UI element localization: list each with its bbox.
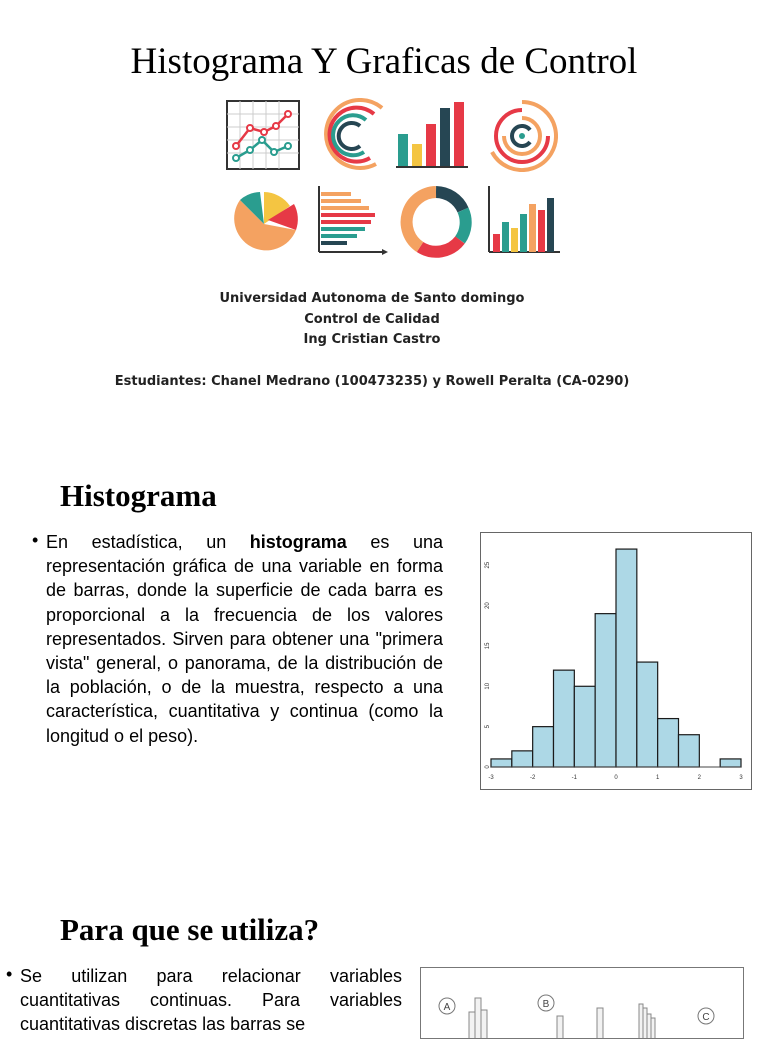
histogram-chart	[481, 533, 751, 789]
y-tick-label: 5	[485, 724, 491, 729]
y-tick-label: 10	[485, 682, 491, 690]
column-chart-icon	[486, 184, 562, 256]
x-tick-label: 0	[614, 775, 618, 781]
histogram-figure	[480, 532, 752, 790]
y-tick-label: 20	[485, 602, 491, 609]
histogram-bar	[533, 727, 554, 767]
histogram-bar	[491, 759, 512, 767]
histogram-bar	[679, 735, 700, 767]
histogram-bar	[574, 686, 595, 767]
chart-icons-group	[224, 98, 564, 258]
histogram-bar	[658, 719, 679, 767]
university-name: Universidad Autonoma de Santo domingo	[219, 291, 525, 306]
bar-chart-icon	[396, 100, 472, 170]
donut-chart-icon	[400, 186, 472, 258]
x-tick-label: -1	[571, 775, 578, 781]
x-tick-label: -3	[488, 775, 494, 781]
y-tick-label: 15	[485, 642, 491, 650]
slide-title: Histograma Y Graficas de Control	[130, 41, 638, 82]
histogram-bar	[720, 759, 741, 767]
radial-bars-icon	[316, 98, 388, 174]
pie-chart-icon	[230, 186, 302, 256]
x-tick-label: 2	[697, 775, 702, 781]
histogram-bar	[554, 670, 575, 767]
y-tick-label: 25	[485, 561, 491, 569]
section-heading-uso: Para que se utiliza?	[60, 912, 320, 947]
usage-paragraph: Se utilizan para relacionar variables cuantitativas continuas. Para variables cuantitativas discretas las barras se	[20, 966, 402, 1035]
circular-target-icon	[486, 100, 558, 172]
section-heading-histograma: Histograma	[60, 478, 217, 513]
line-chart-icon	[226, 100, 300, 170]
figure-label-a: A	[443, 1002, 451, 1013]
histogram-bar	[595, 614, 616, 767]
x-tick-label: -2	[529, 775, 536, 781]
para-lead: En estadística, un	[46, 532, 250, 552]
x-tick-label: 3	[739, 775, 743, 781]
histogram-bar	[512, 751, 533, 767]
horizontal-bar-icon	[316, 184, 390, 258]
professor-name: Ing Cristian Castro	[303, 332, 441, 347]
y-tick-label: 0	[485, 765, 491, 769]
histogram-definition-paragraph	[46, 530, 443, 748]
histogram-bar	[616, 549, 637, 767]
para-rest: es una representación gráfica de una variable en forma de barras, donde la superficie de cada barra es proporcional a la frecuencia de los valores representados. Sirven para obtener una "primera vista" general, o panorama, de la distribución de la población, o de la muestra, respecto a una característica, cuantitativa y continua (como la longitud o el peso).	[46, 532, 444, 746]
histogram-bar	[637, 662, 658, 767]
course-name: Control de Calidad	[304, 312, 440, 327]
figure-label-b: B	[542, 999, 550, 1010]
histogram-shapes-svg	[421, 968, 743, 1038]
title-slide	[0, 0, 768, 440]
histogram-shapes-figure	[420, 967, 744, 1039]
bullet-icon: •	[6, 964, 13, 984]
para-bold-term: histograma	[249, 532, 347, 552]
x-tick-label: 1	[655, 775, 660, 781]
students-line: Estudiantes: Chanel Medrano (100473235) y Rowell Peralta (CA-0290)	[114, 374, 630, 389]
figure-label-c: C	[702, 1012, 710, 1023]
bullet-icon: •	[32, 530, 39, 550]
